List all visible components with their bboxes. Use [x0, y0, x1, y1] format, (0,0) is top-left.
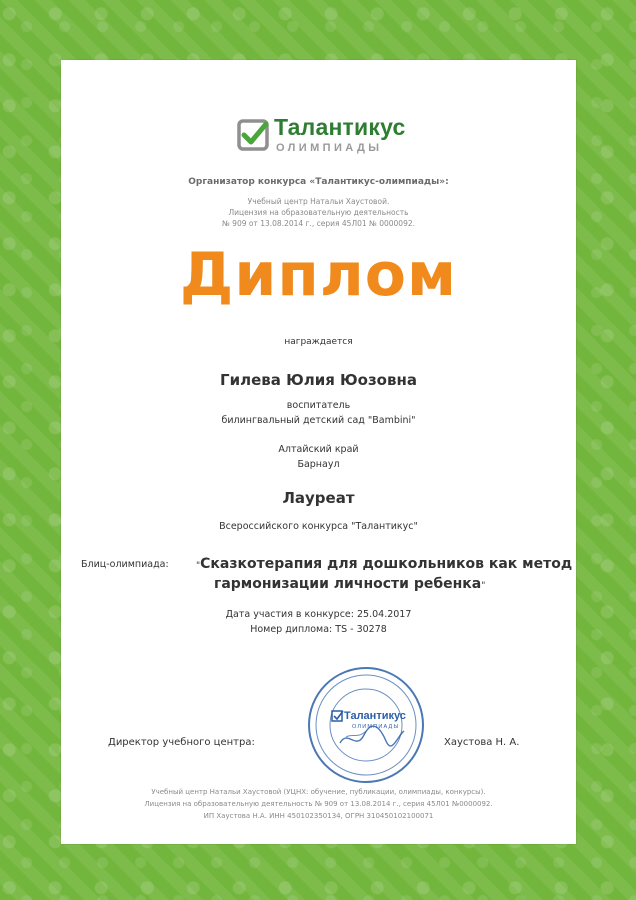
svg-text:Талантикус: Талантикус: [344, 710, 406, 722]
blitz-title-text: Сказкотерапия для дошкольников как метод: [200, 556, 573, 572]
talantikus-logo: [236, 114, 406, 158]
footer-line: ИП Хаустова Н.А. ИНН 450102350134, ОГРН 310450102100071: [203, 812, 434, 820]
recipient-position: воспитатель: [286, 400, 351, 411]
checkmark-logo-icon: [236, 118, 270, 152]
quote-open: ": [196, 561, 201, 571]
footer-line: Учебный центр Натальи Хаустовой (УЦНХ: обучение, публикации, олимпиады, конкурсы).: [151, 788, 486, 796]
contest-name: Всероссийского конкурса "Талантикус": [219, 521, 418, 532]
blitz-title-text: гармонизации личности ребенка: [214, 576, 482, 592]
award-status: Лауреат: [282, 489, 355, 507]
blitz-label: Блиц-олимпиада:: [81, 559, 169, 570]
organizer-line: Учебный центр Натальи Хаустовой.: [247, 197, 390, 206]
awarded-text: награждается: [284, 337, 353, 347]
quote-close: ": [481, 581, 486, 591]
blitz-title-line2: [214, 574, 485, 594]
blitz-title-line1: [196, 554, 572, 574]
logo-subtitle: ОЛИМПИАДЫ: [276, 142, 383, 154]
diploma-title: Диплом: [179, 240, 458, 310]
logo-name: Талантикус: [274, 114, 406, 140]
signer-name: Хаустова Н. А.: [444, 737, 520, 748]
diploma-number: Номер диплома: TS - 30278: [250, 624, 387, 635]
director-label: Директор учебного центра:: [108, 737, 255, 748]
recipient-region: Алтайский край: [278, 444, 359, 455]
organizer-line: № 909 от 13.08.2014 г., серия 45Л01 № 0000092.: [222, 219, 415, 228]
footer-line: Лицензия на образовательную деятельность № 909 от 13.08.2014 г., серия 45Л01 №0000092.: [144, 800, 493, 808]
diploma-sheet: [61, 60, 576, 844]
participation-date: Дата участия в конкурсе: 25.04.2017: [225, 609, 412, 620]
recipient-city: Барнаул: [297, 459, 340, 470]
svg-text:ОЛИМПИАДЫ: ОЛИМПИАДЫ: [352, 724, 400, 730]
official-stamp-icon: [306, 665, 426, 785]
organizer-line: Лицензия на образовательную деятельность: [228, 208, 409, 217]
organizer-heading: Организатор конкурса «Талантикус-олимпиады»:: [188, 177, 449, 187]
recipient-organization: билингвальный детский сад "Bambini": [221, 415, 416, 426]
recipient-name: Гилева Юлия Юозовна: [220, 371, 417, 389]
